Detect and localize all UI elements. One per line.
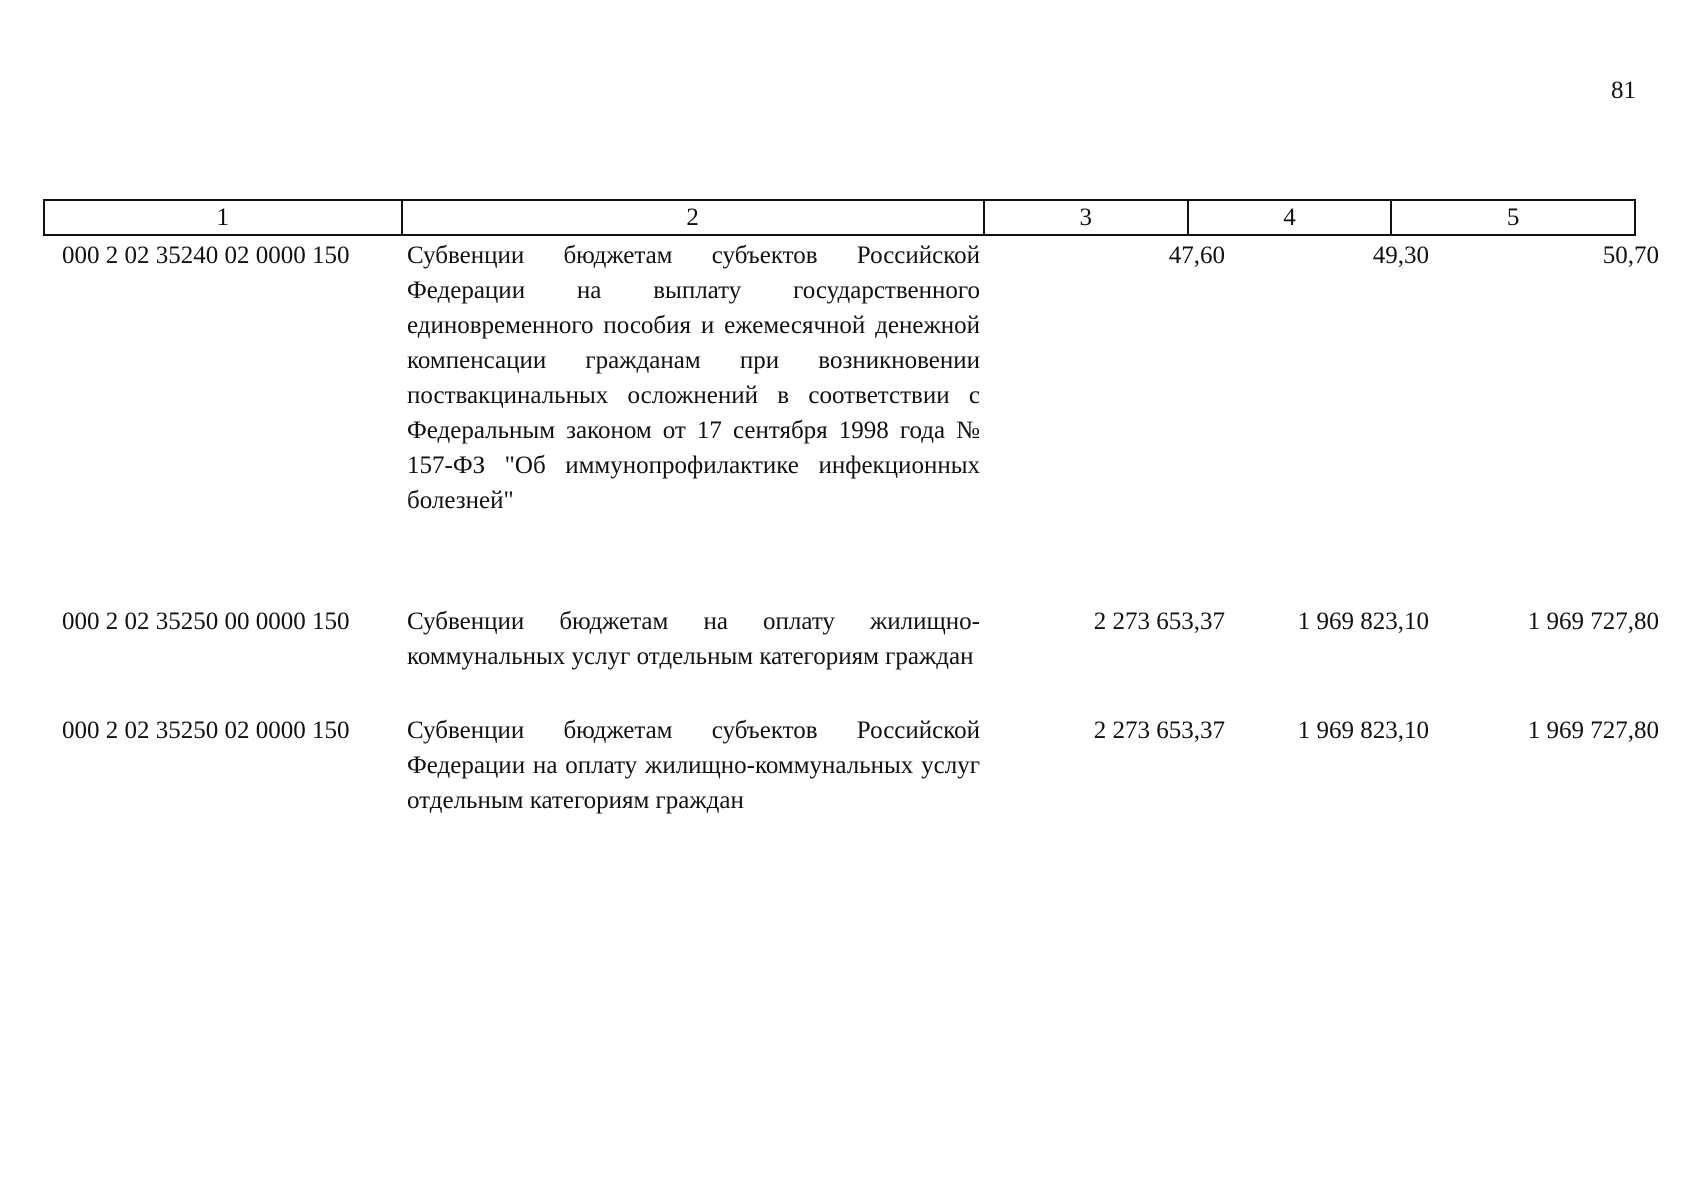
description-cell: Субвенции бюджетам субъектов Российской Федерации на оплату жилищно-коммунальных услуг отдельным категориям граждан: [407, 717, 980, 814]
table-header-row: [43, 199, 1636, 236]
budget-code-cell: 000 2 02 35250 00 0000 150: [62, 608, 350, 635]
budget-code-cell: 000 2 02 35250 02 0000 150: [62, 717, 350, 744]
page-number: 81: [1611, 77, 1636, 104]
description-cell: Субвенции бюджетам на оплату жилищно-коммунальных услуг отдельным категориям граждан: [407, 608, 980, 670]
column-header-1: 1: [45, 201, 403, 234]
amount-cell-col4: 1 969 823,10: [1297, 608, 1429, 635]
column-header-4: 4: [1189, 201, 1393, 234]
amount-cell-col4: 1 969 823,10: [1297, 717, 1429, 744]
amount-cell-col5: 1 969 727,80: [1527, 608, 1659, 635]
amount-cell-col5: 1 969 727,80: [1527, 717, 1659, 744]
column-header-5: 5: [1506, 204, 1520, 231]
amount-cell-col4: 49,30: [1372, 242, 1429, 269]
amount-cell-col3: 2 273 653,37: [1093, 608, 1225, 635]
amount-cell-col3: 47,60: [1168, 242, 1225, 269]
budget-code-cell: 000 2 02 35240 02 0000 150: [62, 242, 350, 269]
amount-cell-col3: 2 273 653,37: [1093, 717, 1225, 744]
column-header-3: 3: [985, 201, 1189, 234]
amount-cell-col5: 50,70: [1602, 242, 1659, 269]
column-header-2: 2: [403, 201, 985, 234]
description-cell: Субвенции бюджетам субъектов Российской Федерации на выплату государственного единовременного пособия и ежемесячной денежной компенсации гражданам при возникновении поствакцинальных осложнений в соответствии с Федеральным законом от 17 сентября 1998 года № 157-ФЗ "Об иммунопрофилактике инфекционных болезней": [407, 242, 980, 514]
